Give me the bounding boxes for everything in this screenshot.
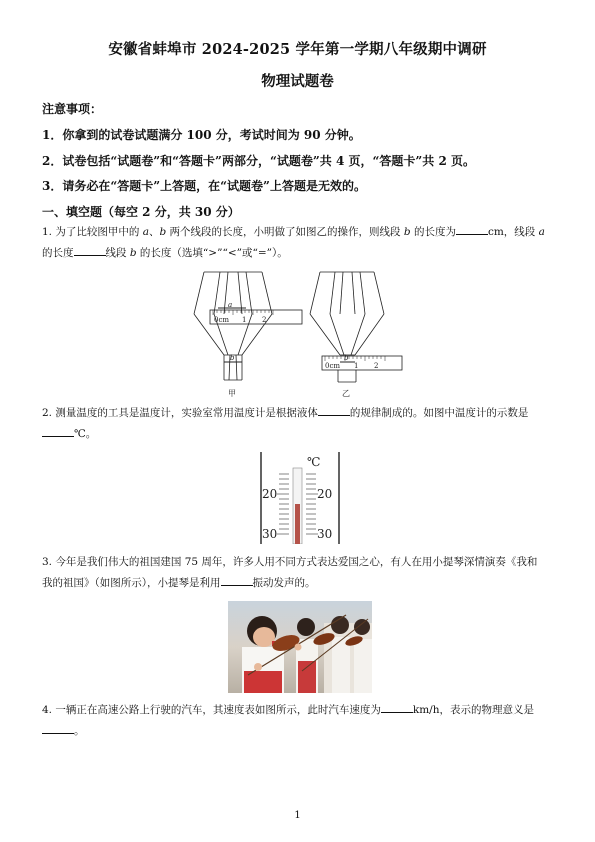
q1-text: 、: [148, 226, 160, 238]
mercury-column: [295, 504, 300, 544]
q1-var-a: a: [142, 226, 149, 238]
thermometer-unit: ℃: [307, 455, 321, 469]
thermometer-label-30-right: 30: [317, 527, 333, 541]
q1-var-b: b: [129, 247, 137, 259]
q2-text: 的规律制成的。如图中温度计的示数是: [349, 407, 529, 419]
q3-text: 我的祖国》（如图所示），小提琴是利用: [42, 577, 221, 589]
q3-text: 3. 今年是我们伟大的祖国建国 75 周年，许多人用不同方式表达爱国之心，有人在用小提琴深情演奏《我和: [42, 556, 538, 568]
q2-text: 2. 测量温度的工具是温度计，实验室常用温度计是根据液体: [42, 407, 318, 419]
violin-photo: [228, 601, 372, 693]
answer-blank[interactable]: [221, 575, 253, 586]
q1-var-b: b: [403, 226, 411, 238]
ruler-label-1-right: 1: [354, 362, 359, 370]
q1-text: cm，线段: [487, 226, 539, 238]
q1-text: 1. 为了比较图甲中的: [42, 226, 143, 238]
ruler-label-2-right: 2: [374, 362, 379, 370]
question-4: [42, 700, 557, 742]
q4-text: km/h，表示的物理意义是: [412, 704, 534, 716]
answer-blank[interactable]: [456, 224, 488, 235]
thermometer-label-30-left: 30: [262, 527, 278, 541]
answer-blank[interactable]: [318, 405, 350, 416]
segment-figure: [190, 268, 415, 402]
notes-heading: 注意事项：: [42, 102, 103, 116]
ruler-label-2: 2: [262, 316, 267, 324]
thermometer-figure: [255, 452, 343, 544]
question-1: [42, 222, 557, 264]
q2-text: ℃。: [74, 428, 97, 440]
answer-blank[interactable]: [381, 702, 413, 713]
exam-title: 安徽省蚌埠市 2024-2025 学年第一学期八年级期中调研: [108, 41, 487, 58]
q3-text: 振动发声的。: [252, 577, 316, 589]
page-number: 1: [294, 810, 301, 821]
answer-blank[interactable]: [74, 245, 106, 256]
note-item-1: 1．你拿到的试卷试题满分 100 分，考试时间为 90 分钟。: [42, 128, 361, 142]
section-title: 一、填空题（每空 2 分，共 30 分）: [42, 205, 240, 219]
fig-caption-jia: 甲: [228, 389, 236, 398]
fig-label-b: b: [230, 354, 235, 362]
q1-text: 的长度: [42, 247, 74, 259]
ruler-label-1: 1: [242, 316, 247, 324]
answer-blank[interactable]: [42, 723, 74, 734]
q1-text: 两个线段的长度，小明做了如图乙的操作，则线段: [166, 226, 404, 238]
note-item-3: 3．请务必在“答题卡”上答题，在“试题卷”上答题是无效的。: [42, 179, 366, 193]
q1-text: 线段: [105, 247, 130, 259]
question-2: [42, 403, 557, 445]
fig-caption-yi: 乙: [342, 389, 350, 398]
q1-text: 的长度（选填“>”“<”或“=”）。: [136, 247, 288, 259]
fig-label-b-right: b: [344, 354, 349, 362]
answer-blank[interactable]: [42, 426, 74, 437]
exam-subtitle: 物理试题卷: [261, 73, 334, 90]
q4-text: 4. 一辆正在高速公路上行驶的汽车，其速度表如图所示，此时汽车速度为: [42, 704, 381, 716]
q1-var-a: a: [538, 226, 545, 238]
ruler-label-0cm: 0cm: [214, 316, 230, 324]
thermometer-label-20-right: 20: [317, 487, 333, 501]
q4-text: 。: [74, 725, 85, 737]
fig-label-a: a: [228, 301, 233, 309]
note-item-2: 2．试卷包括“试题卷”和“答题卡”两部分，“试题卷”共 4 页，“答题卡”共 2 页。: [42, 154, 475, 168]
thermometer-label-20-left: 20: [262, 487, 278, 501]
q1-text: 的长度为: [410, 226, 456, 238]
question-3: [42, 552, 557, 594]
q1-var-b: b: [159, 226, 167, 238]
ruler-label-0cm-right: 0cm: [325, 362, 341, 370]
